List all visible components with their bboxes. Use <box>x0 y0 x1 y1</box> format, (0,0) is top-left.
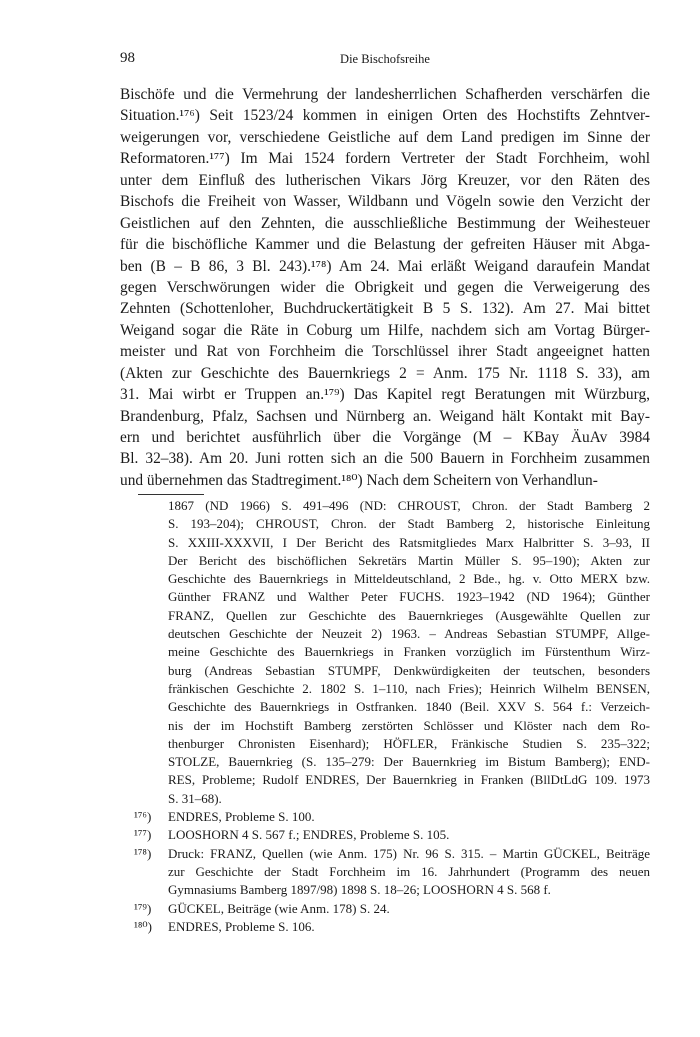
footnote-entry <box>134 918 650 936</box>
text-line: und übernehmen das Stadtregiment.¹⁸⁰) Nach dem Scheitern von Verhandlun- <box>120 471 598 489</box>
footnote-line: 1867 (ND 1966) S. 491–496 (ND: CHROUST, Chron. der Stadt Bamberg 2 <box>168 498 650 513</box>
footnote-line: Geschichte des Bauernkriegs in Ostfranken. 1840 (Beil. XXV S. 564 f.: Verzeich- <box>168 699 650 715</box>
footnote-line: Günther FRANZ und Walther Peter FUCHS. 1923–1942 (ND 1964); Günther <box>168 589 650 605</box>
footnote-line: Druck: FRANZ, Quellen (wie Anm. 175) Nr. 96 S. 315. – Martin GÜCKEL, Beiträge <box>168 845 650 861</box>
footnote-line: STOLZE, Bauernkrieg (S. 135–279: Der Bauernkrieg im Bistum Bamberg); END- <box>168 754 650 770</box>
text-line: für die bischöfliche Kammer und die Belastung der gefreiten Häuser mit Abga- <box>120 236 650 254</box>
footnote-entry <box>168 497 650 808</box>
footnote-line: burg (Andreas Sebastian STUMPF, Denkwürdigkeiten der teutschen, besonders <box>168 662 650 678</box>
text-line: Bl. 32–38). Am 20. Juni rotten sich an die 500 Bauern in Forchheim zusammen <box>120 450 650 468</box>
text-line: 31. Mai wirbt er Truppen an.¹⁷⁹) Das Kapitel regt Beratungen mit Würzburg, <box>120 386 650 404</box>
text-line: weigerungen vor, verschiedene Geistliche auf dem Land predigen im Sinne der <box>120 128 650 146</box>
text-line: Reformatoren.¹⁷⁷) Im Mai 1524 fordern Vertreter der Stadt Forchheim, wohl <box>120 150 650 168</box>
footnote-entry <box>134 900 650 918</box>
footnote-line: Der Bericht des bischöflichen Sekretärs Martin Müller S. 95–190); Akten zur <box>168 552 650 568</box>
footnote-entry <box>134 808 650 826</box>
text-line: Brandenburg, Pfalz, Sachsen und Nürnberg an. Weigand hält Kontakt mit Bay- <box>120 407 650 425</box>
footnote-number: ¹⁷⁹) <box>134 900 152 916</box>
text-line: ben (B – B 86, 3 Bl. 243).¹⁷⁸) Am 24. Mai erläßt Weigand daraufein Mandat <box>120 257 650 275</box>
footnote-number: ¹⁷⁶) <box>134 809 152 825</box>
footnote-entry <box>134 845 650 900</box>
running-title: Die Bischofsreihe <box>340 52 430 66</box>
footnote-number: ¹⁸⁰) <box>134 918 152 934</box>
footnote-line: zur Geschichte der Stadt Forchheim im 16. Jahrhundert (Programm des neuen <box>168 863 650 879</box>
footnote-number: ¹⁷⁷) <box>134 827 152 843</box>
text-line: Bischofs die Freiheit von Wasser, Wildbann und Vögeln sowie den Verzicht der <box>120 193 650 211</box>
text-line: Bischöfe und die Vermehrung der landesherrlichen Schafherden verschärfen die <box>120 86 650 103</box>
footnote-line: S. 193–204); CHROUST, Chron. der Stadt Bamberg 2, historische Einleitung <box>168 516 650 532</box>
footnote-separator <box>138 494 204 495</box>
footnote-line: thenburger Chronisten Eisenhard); HÖFLER, Fränkische Studien S. 235–322; <box>168 735 650 751</box>
footnote-line: nis der im Hochstift Bamberg zerstörten Schlösser und Klöster nach dem Ro- <box>168 717 650 733</box>
footnote-line: ENDRES, Probleme S. 106. <box>168 918 315 934</box>
footnote-line: RES, Probleme; Rudolf ENDRES, Der Bauernkrieg in Franken (BllDtLdG 109. 1973 <box>168 772 650 788</box>
text-line: Geistlichen auf den Zehnten, die ausschließliche Bestimmung der Weihesteuer <box>120 214 650 232</box>
text-line: (Akten zur Geschichte des Bauernkriegs 2 = Anm. 175 Nr. 1118 S. 33), am <box>120 364 650 382</box>
footnote-line: deutschen Geschichte der Neuzeit 2) 1963. – Andreas Sebastian STUMPF, Allge- <box>168 626 650 642</box>
text-line: gegen Verschwörungen wider die Obrigkeit und gegen die Verweigerung des <box>120 278 650 296</box>
footnote-number: ¹⁷⁸) <box>134 845 152 861</box>
footnotes-section <box>134 497 650 936</box>
page-number: 98 <box>120 50 135 66</box>
text-line: Weigand sogar die Räte in Coburg um Hilfe, nachdem sich am Vortag Bürger- <box>120 321 650 339</box>
footnote-line: S. XXIII-XXXVII, I Der Bericht des Ratsmitgliedes Marx Halbritter S. 3–93, II <box>168 534 650 550</box>
text-line: Zehnten (Schottenloher, Buchdruckertätigkeit B 5 S. 132). Am 27. Mai bittet <box>120 300 650 318</box>
main-body-text <box>120 84 650 491</box>
footnote-line: ENDRES, Probleme S. 100. <box>168 809 315 825</box>
text-line: Situation.¹⁷⁶) Seit 1523/24 kommen in einigen Orten des Hochstifts Zehntver- <box>120 107 650 125</box>
footnote-line: meine Geschichte des Bauernkriegs in Franken vorzüglich im Fürstenthum Wirz- <box>168 644 650 660</box>
page-header <box>120 50 650 72</box>
text-line: unter dem Einfluß des lutherischen Vikars Jörg Kreuzer, vor den Räten des <box>120 171 650 189</box>
text-line: ern und berichtet ausführlich über die Vorgänge (M – KBay ÄuAv 3984 <box>120 429 650 446</box>
footnote-line: fränkischen Geschichte 2. 1802 S. 1–110, nach Fries); Heinrich Wilhelm BENSEN, <box>168 680 650 696</box>
footnote-line: S. 31–68). <box>168 790 222 806</box>
text-line: meister und Rat von Forchheim die Torschlüssel ihrer Stadt angeeignet hatten <box>120 343 650 361</box>
footnote-line: Gymnasiums Bamberg 1897/98) 1898 S. 18–26; LOOSHORN 4 S. 568 f. <box>168 882 551 898</box>
footnote-line: GÜCKEL, Beiträge (wie Anm. 178) S. 24. <box>168 900 390 916</box>
footnote-line: Geschichte des Bauernkriegs in Mitteldeutschland, 2 Bde., hg. v. Otto MERX bzw. <box>168 571 650 587</box>
footnote-line: LOOSHORN 4 S. 567 f.; ENDRES, Probleme S. 105. <box>168 827 450 843</box>
footnote-line: FRANZ, Quellen zur Geschichte des Bauernkrieges (Ausgewählte Quellen zur <box>168 607 650 623</box>
footnote-entry <box>134 826 650 844</box>
